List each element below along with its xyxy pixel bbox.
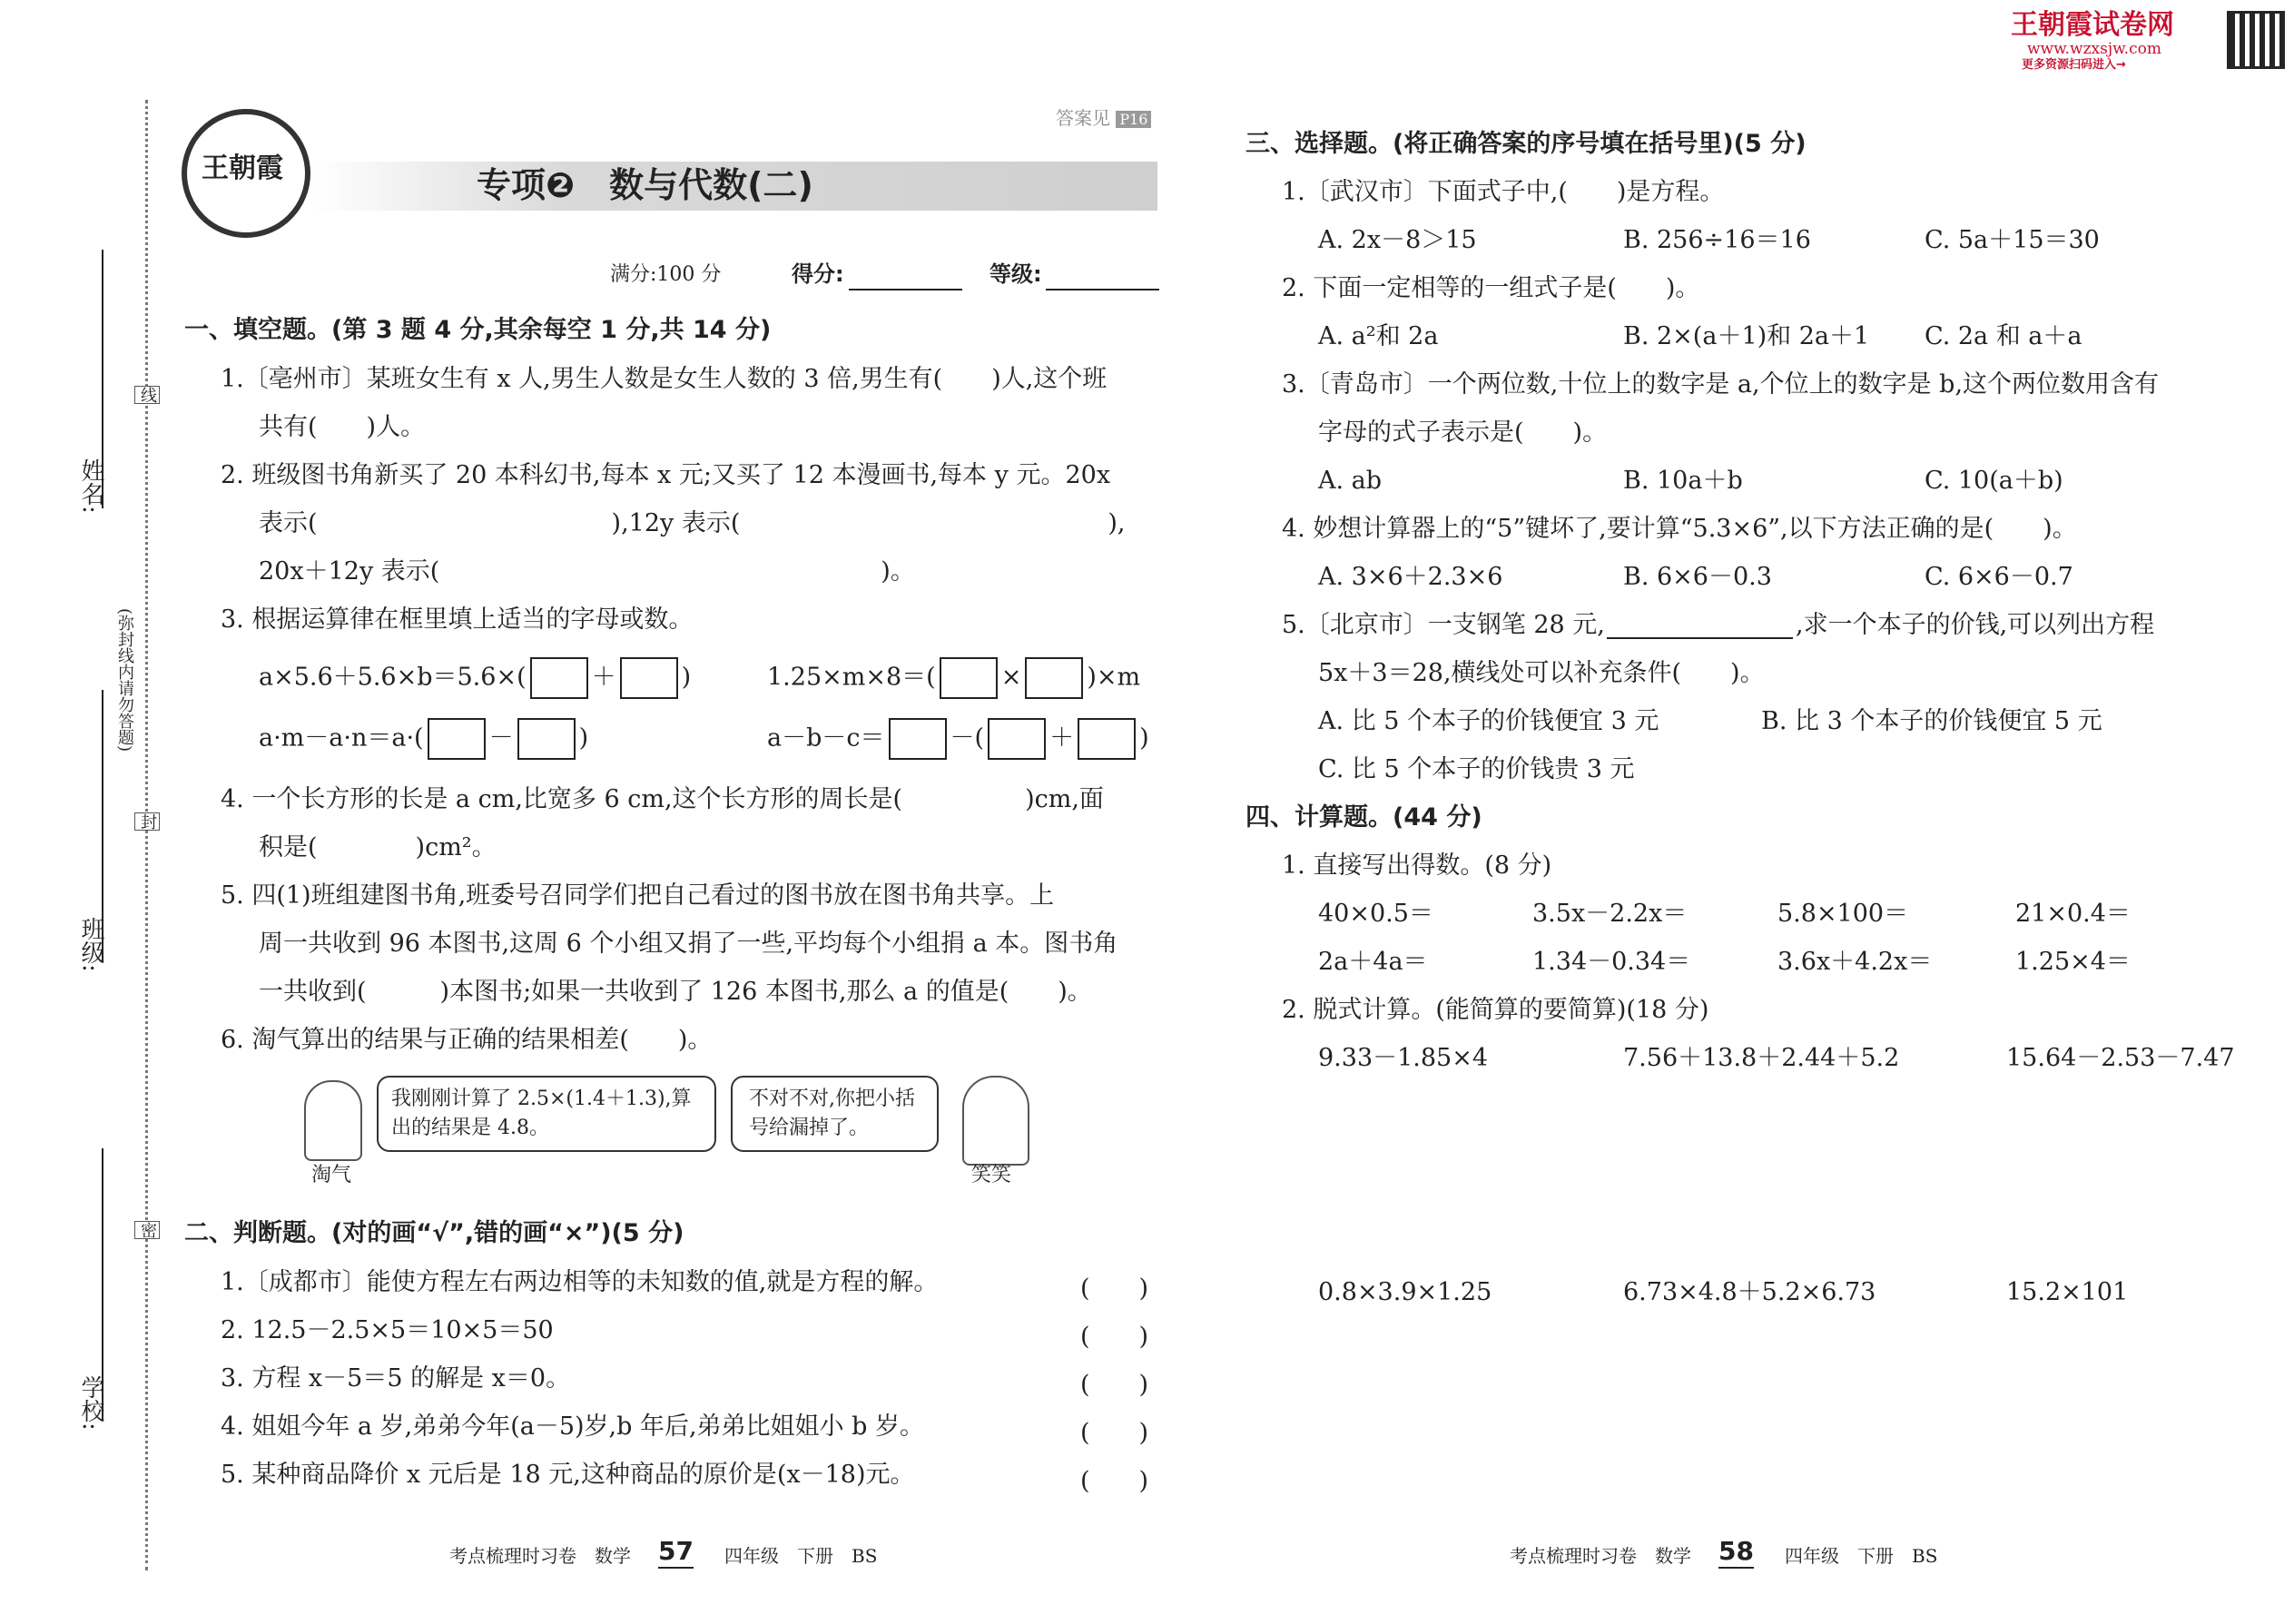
s1-q4-line2: 积是( )cm²。 bbox=[259, 833, 497, 861]
s3-q5-optA: A. 比 5 个本子的价钱便宜 3 元 bbox=[1318, 707, 1659, 735]
calc-item: 5.8×100＝ bbox=[1777, 900, 1909, 928]
margin-note: (弥封线内请勿答题) bbox=[115, 608, 134, 753]
s1-q5-line1: 5. 四(1)班组建图书角,班委号召同学们把自己看过的图书放在图书角共享。上 bbox=[221, 881, 1055, 910]
bubble-text-taoqi: 我刚刚计算了 2.5×(1.4＋1.3),算出的结果是 4.8。 bbox=[391, 1088, 692, 1139]
taoqi-figure-icon bbox=[304, 1080, 362, 1161]
grade-field[interactable] bbox=[1046, 289, 1159, 290]
s2-answer-5[interactable]: ( ) bbox=[1080, 1467, 1149, 1495]
s3-q5-line1b: ,求一个本子的价钱,可以列出方程 bbox=[1796, 611, 2155, 639]
calc-item: 15.64－2.53－7.47 bbox=[2006, 1044, 2235, 1072]
margin-school-line bbox=[102, 1148, 103, 1421]
s3-q5-optC: C. 比 5 个本子的价钱贵 3 元 bbox=[1318, 755, 1635, 783]
footer-right-grade: 四年级 下册 BS bbox=[1785, 1545, 1938, 1567]
page-number-57: 57 bbox=[658, 1536, 694, 1569]
s3-q3-optB: B. 10a＋b bbox=[1623, 467, 1743, 495]
s3-q5-optB: B. 比 3 个本子的价钱便宜 5 元 bbox=[1761, 707, 2102, 735]
calc-item: 21×0.4＝ bbox=[2015, 900, 2131, 928]
s1-q4-line1: 4. 一个长方形的长是 a cm,比宽多 6 cm,这个长方形的周长是( )cm,面 bbox=[221, 785, 1104, 813]
answer-box[interactable] bbox=[517, 718, 576, 760]
s3-q3-line1: 3.〔青岛市〕一个两位数,十位上的数字是 a,个位上的数字是 b,这个两位数用含有 bbox=[1282, 370, 2160, 399]
s1-q5-line2: 周一共收到 96 本图书,这周 6 个小组又捐了一些,平均每个小组捐 a 本。图书角 bbox=[259, 930, 1118, 958]
s2-item-3: 3. 方程 x－5＝5 的解是 x＝0。 bbox=[221, 1364, 571, 1393]
s3-q4-optC: C. 6×6－0.7 bbox=[1925, 563, 2073, 591]
s3-q5-line1: 5.〔北京市〕一支钢笔 28 元, bbox=[1282, 611, 1605, 639]
margin-name-line bbox=[102, 250, 103, 508]
s3-q3-optA: A. ab bbox=[1318, 467, 1383, 495]
s2-answer-2[interactable]: ( ) bbox=[1080, 1323, 1149, 1351]
s3-q1-optA: A. 2x－8＞15 bbox=[1318, 226, 1477, 254]
answer-box[interactable] bbox=[889, 718, 947, 760]
s1-q2-line1: 2. 班级图书角新买了 20 本科幻书,每本 x 元;又买了 12 本漫画书,每本 y 元。20x bbox=[221, 461, 1111, 489]
margin-mark-line: 线 bbox=[134, 386, 160, 404]
margin-class-line bbox=[102, 690, 103, 962]
xiaoxiao-figure-icon bbox=[962, 1076, 1029, 1166]
margin-school-label: 学校: bbox=[77, 1375, 104, 1431]
margin-name-label: 姓名: bbox=[77, 458, 104, 514]
answer-box[interactable] bbox=[530, 657, 588, 699]
score-field[interactable] bbox=[849, 289, 962, 290]
s1-q1-line1: 1.〔亳州市〕某班女生有 x 人,男生人数是女生人数的 3 倍,男生有( )人,这个班 bbox=[221, 365, 1108, 393]
brand-more: 更多资源扫码进入→ bbox=[2022, 58, 2126, 72]
s3-q4-optB: B. 6×6－0.3 bbox=[1623, 563, 1772, 591]
s3-q2-optA: A. a²和 2a bbox=[1318, 322, 1439, 350]
s3-q5-blank[interactable] bbox=[1607, 637, 1793, 639]
answer-ref: 答案见 P16 bbox=[1056, 107, 1151, 129]
qr-code-icon[interactable] bbox=[2227, 11, 2285, 69]
calc-item: 0.8×3.9×1.25 bbox=[1318, 1278, 1492, 1306]
s3-q1: 1.〔武汉市〕下面式子中,( )是方程。 bbox=[1282, 178, 1725, 206]
s1-q3-eq1: a×5.6＋5.6×b＝5.6×( ＋ ) bbox=[259, 657, 691, 699]
score-label: 得分: bbox=[792, 261, 844, 287]
s4-part2: 2. 脱式计算。(能简算的要简算)(18 分) bbox=[1282, 996, 1709, 1024]
s1-q6: 6. 淘气算出的结果与正确的结果相差( )。 bbox=[221, 1026, 713, 1054]
footer-left-grade: 四年级 下册 BS bbox=[724, 1545, 878, 1567]
grade-label: 等级: bbox=[989, 261, 1042, 287]
s1-q3-eq3: a·m－a·n＝a·( － ) bbox=[259, 718, 588, 760]
brand-block bbox=[2011, 9, 2283, 73]
s1-q3-eq4: a－b－c＝ －( ＋ ) bbox=[767, 718, 1149, 760]
answer-box[interactable] bbox=[428, 718, 486, 760]
calc-item: 3.5x－2.2x＝ bbox=[1532, 900, 1688, 928]
s1-q3-eq2: 1.25×m×8＝( × )×m bbox=[767, 657, 1140, 699]
s2-item-2: 2. 12.5－2.5×5＝10×5＝50 bbox=[221, 1316, 554, 1344]
answer-box[interactable] bbox=[1025, 657, 1083, 699]
margin-mark-seal: 封 bbox=[134, 812, 160, 831]
margin-class-label: 班级: bbox=[77, 917, 104, 972]
s2-answer-3[interactable]: ( ) bbox=[1080, 1371, 1149, 1399]
calc-item: 7.56＋13.8＋2.44＋5.2 bbox=[1623, 1044, 1900, 1072]
answer-page-badge: P16 bbox=[1116, 111, 1151, 128]
bubble-text-xiaoxiao: 不对不对,你把小括号给漏掉了。 bbox=[749, 1088, 915, 1139]
calc-item: 40×0.5＝ bbox=[1318, 900, 1433, 928]
s3-q1-optC: C. 5a＋15＝30 bbox=[1925, 226, 2100, 254]
s3-q5-line2: 5x＋3＝28,横线处可以补充条件( )。 bbox=[1318, 659, 1765, 687]
character-name-taoqi: 淘气 bbox=[311, 1164, 352, 1186]
answer-box[interactable] bbox=[940, 657, 998, 699]
answer-box[interactable] bbox=[1078, 718, 1136, 760]
answer-box[interactable] bbox=[988, 718, 1046, 760]
section1-heading: 一、填空题。(第 3 题 4 分,其余每空 1 分,共 14 分) bbox=[184, 316, 772, 344]
s1-q2-line3: 20x＋12y 表示( )。 bbox=[259, 557, 915, 586]
character-name-xiaoxiao: 笑笑 bbox=[971, 1164, 1012, 1186]
s2-item-4: 4. 姐姐今年 a 岁,弟弟今年(a－5)岁,b 年后,弟弟比姐姐小 b 岁。 bbox=[221, 1412, 925, 1441]
binding-dotted-line bbox=[145, 100, 148, 1570]
s2-answer-4[interactable]: ( ) bbox=[1080, 1419, 1149, 1447]
calc-item: 2a＋4a＝ bbox=[1318, 948, 1428, 976]
calc-item: 1.25×4＝ bbox=[2015, 948, 2131, 976]
logo-text: 王朝霞 bbox=[202, 153, 283, 184]
calc-item: 6.73×4.8＋5.2×6.73 bbox=[1623, 1278, 1876, 1306]
s1-q2-line2: 表示( ),12y 表示( ), bbox=[259, 509, 1126, 537]
s2-answer-1[interactable]: ( ) bbox=[1080, 1275, 1149, 1303]
s1-q3: 3. 根据运算律在框里填上适当的字母或数。 bbox=[221, 605, 694, 634]
section2-heading: 二、判断题。(对的画“√”,错的画“×”)(5 分) bbox=[184, 1219, 684, 1247]
footer-right-text: 考点梳理时习卷 数学 bbox=[1510, 1545, 1691, 1567]
s2-item-5: 5. 某种商品降价 x 元后是 18 元,这种商品的原价是(x－18)元。 bbox=[221, 1461, 915, 1489]
margin-mark-secret: 密 bbox=[134, 1221, 160, 1239]
s1-q5-line3: 一共收到( )本图书;如果一共收到了 126 本图书,那么 a 的值是( )。 bbox=[259, 978, 1092, 1006]
footer-left-text: 考点梳理时习卷 数学 bbox=[449, 1545, 631, 1567]
logo-badge bbox=[182, 109, 310, 238]
answer-box[interactable] bbox=[620, 657, 678, 699]
s3-q2-optC: C. 2a 和 a＋a bbox=[1925, 322, 2082, 350]
brand-name: 王朝霞试卷网 bbox=[2011, 9, 2174, 41]
s1-q1-line2: 共有( )人。 bbox=[259, 413, 426, 441]
calc-item: 3.6x＋4.2x＝ bbox=[1777, 948, 1933, 976]
s4-part1: 1. 直接写出得数。(8 分) bbox=[1282, 851, 1552, 880]
s3-q1-optB: B. 256÷16＝16 bbox=[1623, 226, 1811, 254]
calc-item: 9.33－1.85×4 bbox=[1318, 1044, 1489, 1072]
speech-bubble-xiaoxiao bbox=[731, 1076, 939, 1152]
score-full: 满分:100 分 bbox=[610, 263, 722, 286]
s3-q2-optB: B. 2×(a＋1)和 2a＋1 bbox=[1623, 322, 1870, 350]
section3-heading: 三、选择题。(将正确答案的序号填在括号里)(5 分) bbox=[1245, 130, 1807, 158]
s3-q4: 4. 妙想计算器上的“5”键坏了,要计算“5.3×6”,以下方法正确的是( )。 bbox=[1282, 515, 2077, 543]
section4-heading: 四、计算题。(44 分) bbox=[1245, 803, 1482, 832]
calc-item: 15.2×101 bbox=[2006, 1278, 2129, 1306]
s3-q4-optA: A. 3×6＋2.3×6 bbox=[1318, 563, 1503, 591]
brand-url: www.wzxsjw.com bbox=[2027, 40, 2161, 58]
page-title: 专项❷ 数与代数(二) bbox=[477, 165, 813, 205]
page-number-58: 58 bbox=[1718, 1536, 1754, 1569]
calc-item: 1.34－0.34＝ bbox=[1532, 948, 1691, 976]
s3-q2: 2. 下面一定相等的一组式子是( )。 bbox=[1282, 274, 1700, 302]
s2-item-1: 1.〔成都市〕能使方程左右两边相等的未知数的值,就是方程的解。 bbox=[221, 1268, 939, 1296]
speech-bubble-taoqi bbox=[377, 1076, 716, 1152]
s3-q3-line2: 字母的式子表示是( )。 bbox=[1318, 418, 1608, 447]
s3-q3-optC: C. 10(a＋b) bbox=[1925, 467, 2063, 495]
